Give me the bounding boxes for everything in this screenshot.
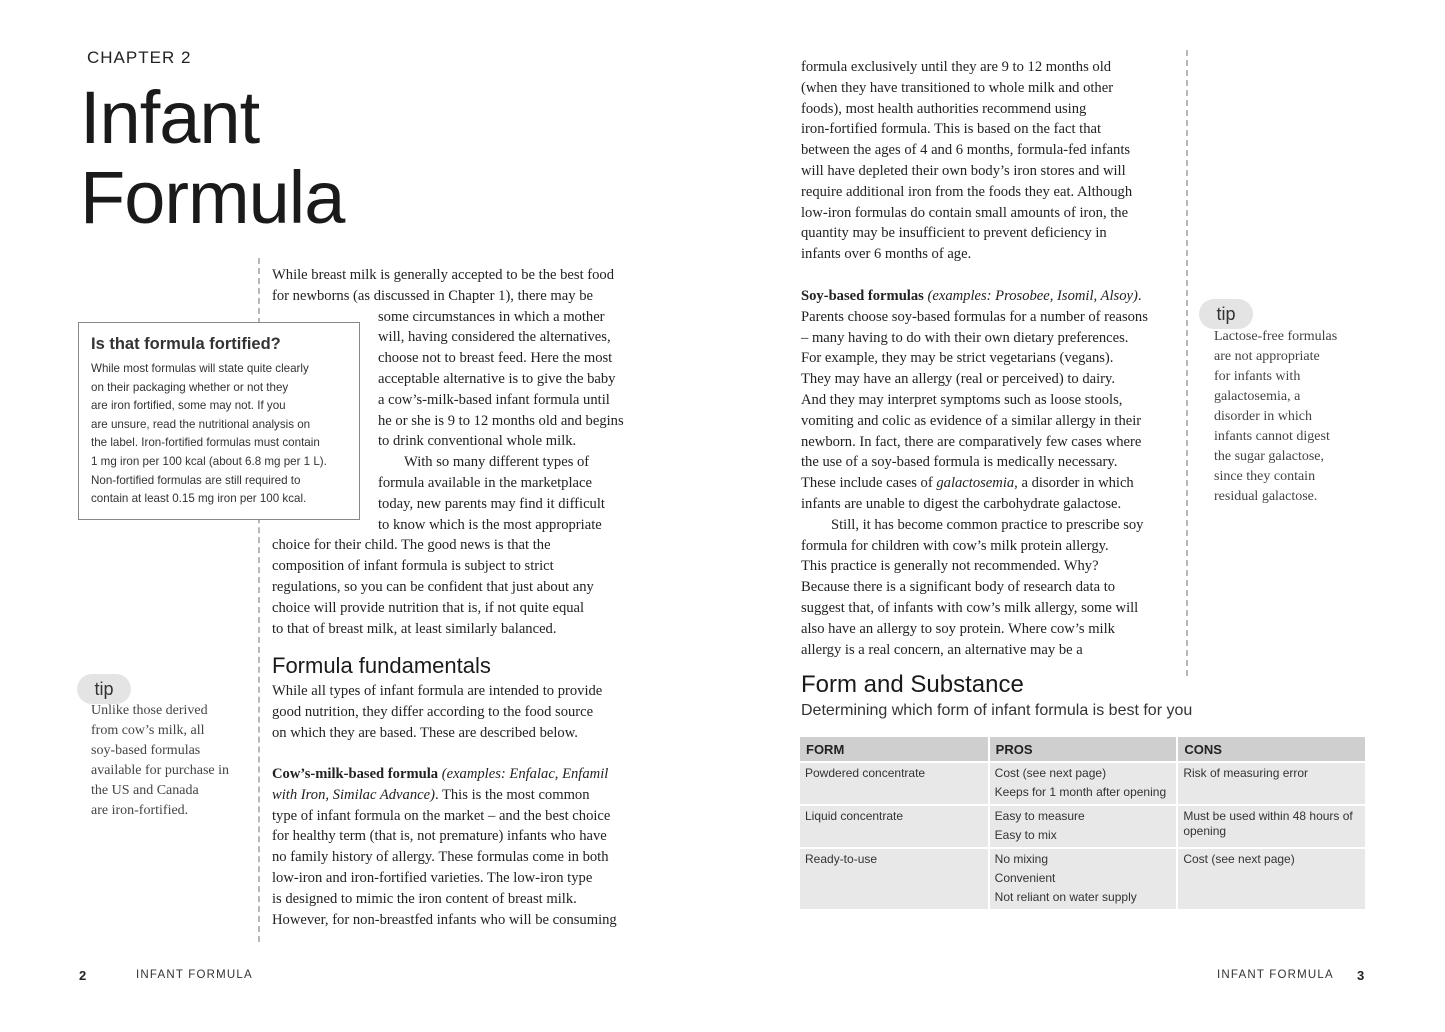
cell-line: Cost (see next page) xyxy=(1183,852,1295,866)
text-line: suggest that, of infants with cow’s milk allergy, some will xyxy=(801,599,1139,616)
cell-line: No mixing xyxy=(994,852,1049,866)
table-header-row xyxy=(800,737,1366,762)
text-line: While all types of infant formula are intended to provide xyxy=(272,683,603,699)
form-table xyxy=(800,737,1367,911)
tip-line: are not appropriate xyxy=(1214,349,1320,364)
tip-line: disorder in which xyxy=(1214,409,1312,424)
tip-badge: tip xyxy=(77,674,131,704)
cell-line: Keeps for 1 month after opening xyxy=(994,785,1167,799)
text-line: formula available in the marketplace xyxy=(378,474,592,491)
sidebar-box xyxy=(78,322,360,520)
text-line: allergy is a real concern, an alternative may be a xyxy=(801,641,1083,658)
cows-milk-line-rest: . This is the most common xyxy=(434,786,590,803)
cows-milk-term: Cow’s-milk-based formula xyxy=(272,766,439,782)
text-line: to know which is the most appropriate xyxy=(378,516,602,533)
tip-line: for infants with xyxy=(1214,369,1301,384)
page-number-left: 2 xyxy=(79,968,87,983)
box-line: on their packaging whether or not they xyxy=(91,380,289,394)
pros-cell xyxy=(989,848,1178,910)
text-line: choice for their child. The good news is that the xyxy=(272,537,551,554)
tip-line: since they contain xyxy=(1214,469,1316,484)
text-line: will, having considered the alternatives, xyxy=(378,329,611,346)
running-head-left: INFANT FORMULA xyxy=(136,969,253,981)
text-line: low-iron formulas do contain small amounts of iron, the xyxy=(801,204,1129,221)
cell-line: Must be used within 48 hours of opening xyxy=(1183,809,1353,838)
sidebar-box-title: Is that formula fortified? xyxy=(91,335,281,353)
text-line: Still, it has become common practice to prescribe soy xyxy=(831,516,1144,533)
box-line: are unsure, read the nutritional analysis on xyxy=(91,417,311,431)
column-divider-right xyxy=(1186,50,1188,676)
text-line: infants are unable to digest the carbohydrate galactose. xyxy=(801,495,1122,512)
box-line: While most formulas will state quite clearly xyxy=(91,362,309,375)
tip-line: residual galactose. xyxy=(1214,489,1318,504)
section-heading: Formula fundamentals xyxy=(272,653,491,678)
text-line: for newborns (as discussed in Chapter 1), there may be xyxy=(272,287,593,304)
tip-badge: tip xyxy=(1199,299,1253,329)
table-row xyxy=(800,805,1366,848)
text-line xyxy=(801,286,1181,307)
text-line: is designed to mimic the iron content of breast milk. xyxy=(272,890,577,907)
cell-line: Cost (see next page) xyxy=(994,766,1107,780)
text-line: some circumstances in which a mother xyxy=(378,308,605,325)
text-line: This practice is generally not recommended. Why? xyxy=(801,558,1099,575)
box-line: contain at least 0.15 mg iron per 100 kcal. xyxy=(91,492,307,506)
cons-cell xyxy=(1177,762,1366,805)
text-line: For example, they may be strict vegetarians (vegans). xyxy=(801,350,1114,367)
sidebar-box-body xyxy=(91,360,327,509)
tip-line: are iron-fortified. xyxy=(91,803,189,818)
fundamentals-paragraph xyxy=(272,681,652,743)
text-line: type of infant formula on the market – and the best choice xyxy=(272,807,611,824)
tip-line: Lactose-free formulas xyxy=(1214,329,1338,344)
page-number-right: 3 xyxy=(1357,968,1365,983)
text-line: Because there is a significant body of research data to xyxy=(801,579,1116,596)
box-line: the label. Iron-fortified formulas must contain xyxy=(91,436,320,450)
text-line: he or she is 9 to 12 months old and begins xyxy=(378,412,624,429)
text-line xyxy=(272,764,652,785)
cell-line: Convenient xyxy=(994,871,1056,885)
table-subheading: Determining which form of infant formula is best for you xyxy=(801,702,1193,719)
text-line: formula for children with cow’s milk protein allergy. xyxy=(801,537,1109,554)
text-line: the use of a soy-based formula is medically necessary. xyxy=(801,454,1118,471)
cons-cell xyxy=(1177,848,1366,910)
column-header-cons: CONS xyxy=(1177,737,1366,762)
text-line: to that of breast milk, at least similarly balanced. xyxy=(272,620,557,637)
text-line: quantity may be insufficient to prevent deficiency in xyxy=(801,225,1107,242)
column-header-form: FORM xyxy=(800,737,989,762)
tip-line: the US and Canada xyxy=(91,783,199,798)
chapter-title-line-1: Infant xyxy=(80,76,260,159)
text-line: newborn. In fact, there are comparatively few cases where xyxy=(801,433,1142,450)
form-cell xyxy=(800,762,989,805)
text-line xyxy=(272,785,652,806)
tip-text xyxy=(91,701,229,821)
table-heading: Form and Substance xyxy=(801,671,1024,698)
tip-line: from cow’s milk, all xyxy=(91,723,205,738)
galacto-term: galactosemia xyxy=(936,475,1015,492)
tip-line: the sugar galactose, xyxy=(1214,449,1325,464)
text-line: formula exclusively until they are 9 to 12 months old xyxy=(801,59,1112,75)
text-line: also have an allergy to soy protein. Where cow’s milk xyxy=(801,620,1115,637)
tip-line: available for purchase in xyxy=(91,763,229,778)
chapter-title xyxy=(80,78,344,238)
text-line: While breast milk is generally accepted to be the best food xyxy=(272,267,615,283)
cell-line: Risk of measuring error xyxy=(1183,766,1309,780)
text-line: Parents choose soy-based formulas for a number of reasons xyxy=(801,308,1148,325)
cons-cell xyxy=(1177,805,1366,848)
cows-milk-paragraph xyxy=(272,764,652,930)
box-line: are iron fortified, some may not. If you xyxy=(91,399,286,413)
box-line: Non-fortified formulas are still required to xyxy=(91,473,301,487)
text-line: to drink conventional whole milk. xyxy=(378,433,577,450)
cell-line: Powdered concentrate xyxy=(805,766,926,780)
text-line: – many having to do with their own dietary preferences. xyxy=(801,329,1129,346)
text-line: will have depleted their own body’s iron stores and will xyxy=(801,162,1126,179)
cell-line: Not reliant on water supply xyxy=(994,890,1137,904)
text-line: good nutrition, they differ according to the food source xyxy=(272,703,594,720)
text-line: With so many different types of xyxy=(404,454,590,471)
chapter-title-line-2: Formula xyxy=(80,156,345,239)
cell-line: Liquid concentrate xyxy=(805,809,904,823)
column-header-pros: PROS xyxy=(989,737,1178,762)
text-line: on which they are based. These are described below. xyxy=(272,724,578,741)
text-line: (when they have transitioned to whole milk and other xyxy=(801,79,1114,96)
tip-line: soy-based formulas xyxy=(91,743,201,758)
text-line: between the ages of 4 and 6 months, formula-fed infants xyxy=(801,142,1131,159)
text-line: And they may interpret symptoms such as loose stools, xyxy=(801,391,1123,408)
soy-paragraph xyxy=(801,286,1181,660)
text-line xyxy=(801,473,1181,494)
cell-line: Easy to mix xyxy=(994,828,1057,842)
tip-line: Unlike those derived xyxy=(91,703,208,718)
cell-line: Ready-to-use xyxy=(805,852,878,866)
text-line: choice will provide nutrition that is, if not quite equal xyxy=(272,599,585,616)
running-head-right: INFANT FORMULA xyxy=(1217,969,1334,981)
table-row xyxy=(800,762,1366,805)
text-line: require additional iron from the foods they eat. Although xyxy=(801,183,1133,200)
chapter-label: CHAPTER 2 xyxy=(87,48,192,67)
tip-line: infants cannot digest xyxy=(1214,429,1330,444)
text-line: a cow’s-milk-based infant formula until xyxy=(378,391,610,408)
table-row xyxy=(800,848,1366,910)
form-cell xyxy=(800,805,989,848)
cell-line: Easy to measure xyxy=(994,809,1085,823)
cows-milk-examples-cont: with Iron, Similac Advance) xyxy=(272,786,435,803)
cows-milk-examples: (examples: Enfalac, Enfamil xyxy=(441,766,609,782)
text-line: They may have an allergy (real or perceived) to dairy. xyxy=(801,371,1116,388)
text-line: choose not to breast feed. Here the most xyxy=(378,350,613,367)
text-line: composition of infant formula is subject to strict xyxy=(272,558,554,575)
text-line: infants over 6 months of age. xyxy=(801,246,972,263)
text-line: low-iron and iron-fortified varieties. The low-iron type xyxy=(272,869,593,886)
form-cell xyxy=(800,848,989,910)
text-line: no family history of allergy. These formulas come in both xyxy=(272,849,609,866)
continued-paragraph xyxy=(801,57,1181,265)
text-line: vomiting and colic as evidence of a similar allergy in their xyxy=(801,412,1142,429)
text-line: However, for non-breastfed infants who will be consuming xyxy=(272,911,617,928)
soy-examples-end: . xyxy=(1137,288,1142,304)
galacto-after: , a disorder in which xyxy=(1014,475,1134,492)
pros-cell xyxy=(989,762,1178,805)
tip-text xyxy=(1214,327,1337,507)
text-line: foods), most health authorities recommend using xyxy=(801,100,1087,117)
pros-cell xyxy=(989,805,1178,848)
text-line: regulations, so you can be confident that just about any xyxy=(272,578,594,595)
text-line: today, new parents may find it difficult xyxy=(378,495,605,512)
text-line: iron-fortified formula. This is based on the fact that xyxy=(801,121,1102,138)
soy-term: Soy-based formulas xyxy=(801,288,924,304)
tip-line: galactosemia, a xyxy=(1214,389,1301,404)
galacto-before: These include cases of xyxy=(801,475,937,492)
text-line: for healthy term (that is, not premature) infants who have xyxy=(272,828,607,845)
text-line: acceptable alternative is to give the baby xyxy=(378,370,616,387)
soy-examples: (examples: Prosobee, Isomil, Alsoy) xyxy=(927,288,1138,304)
box-line: 1 mg iron per 100 kcal (about 6.8 mg per 1 L). xyxy=(91,454,327,468)
